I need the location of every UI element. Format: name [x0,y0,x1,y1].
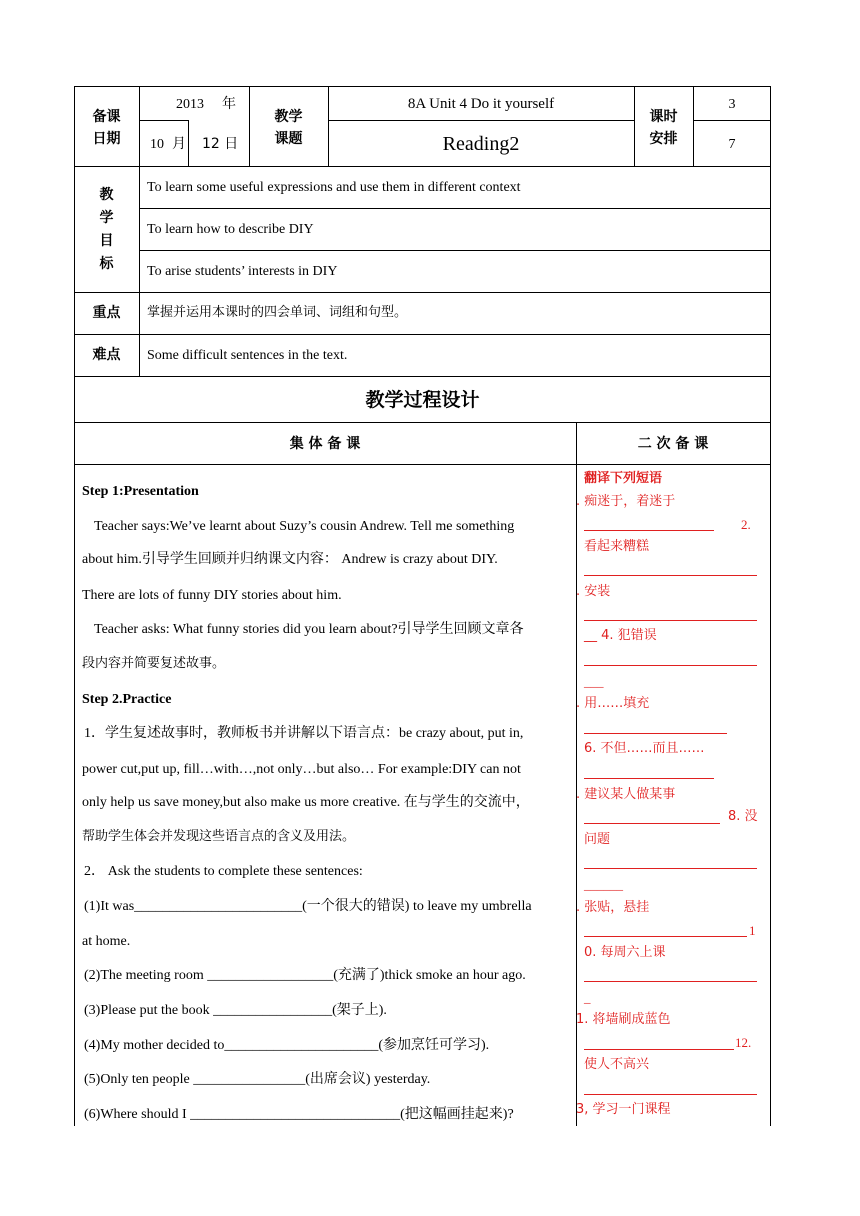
objectives-label-3: 目 [99,233,114,249]
side-line: 6. 不但……而且…… [584,741,705,756]
side-line: . 张贴，悬挂 [576,900,650,915]
difficulties-text: Some difficult sentences in the text. [147,348,348,363]
objective-item: To arise students’ interests in DIY [147,264,338,279]
objectives-label-2: 学 [99,210,114,226]
side-line: . 安装 [576,584,611,599]
month-unit: 月 [172,136,186,152]
year-value: 2013 [176,97,204,112]
answer-blank [584,665,757,666]
main-line: 段内容并简要复述故事。 [82,656,226,671]
side-line: . 建议某人做某事 [576,787,676,802]
side-line: . 痴迷于，着迷于 [576,494,676,509]
side-line: ______ [584,877,623,892]
topic-label-line1: 教学 [274,109,303,125]
answer-blank [584,981,757,982]
objectives-label-1: 教 [99,187,114,203]
rule [139,208,771,209]
rule [139,250,771,251]
column-left-header: 集 体 备 课 [289,436,361,452]
main-line: about him.引导学生回顾并归纳课文内容： Andrew is crazy about DIY. [82,552,498,567]
practice-line: (2)The meeting room __________________(充满了)thick smoke an hour ago. [84,968,526,983]
side-line: 1 [749,923,756,938]
side-line: _ [584,990,591,1005]
key-points-label: 重点 [92,305,121,321]
objective-item: To learn how to describe DIY [147,222,314,237]
period-total: 3 [728,97,736,112]
practice-line: at home. [82,934,131,949]
main-line: Teacher says:We’ve learnt about Suzy’s cousin Andrew. Tell me something [94,519,515,534]
table-border-top [74,86,771,87]
answer-blank [584,778,714,779]
rule [74,292,771,293]
answer-blank [584,868,757,869]
process-title: 教学过程设计 [365,389,480,411]
practice-line: (4)My mother decided to______________________(参加烹饪可学习). [84,1038,490,1053]
column-right-header: 二 次 备 课 [637,436,709,452]
answer-blank [584,1049,734,1050]
side-line: 3, 学习一门课程 [576,1102,671,1117]
lesson-title: Reading2 [442,133,520,155]
answer-blank [584,733,727,734]
date-label-line2: 日期 [92,131,121,147]
date-label-line1: 备课 [92,109,121,125]
day-value: 12 日 [202,136,239,152]
side-line: . 用……填充 [576,696,650,711]
year-unit: 年 [222,96,236,112]
side-line: 8. 没 [728,809,758,824]
rule [188,120,189,166]
side-line: 问题 [584,832,611,847]
side-line: 12. [735,1035,752,1050]
practice-line: (1)It was________________________(一个很大的错误) to leave my umbrella [84,899,532,914]
side-line: 2. [741,517,751,532]
rule [139,120,188,121]
practice-line: power cut,put up, fill…with…,not only…but also… For example:DIY can not [82,762,521,777]
practice-line: 帮助学生体会并发现这些语言点的含义及用法。 [82,829,356,844]
month-value: 10 [150,137,164,152]
objective-item: To learn some useful expressions and use them in different context [147,180,521,195]
side-line: 使人不高兴 [584,1057,650,1072]
practice-line: only help us save money,but also make us more creative. 在与学生的交流中， [82,795,530,810]
unit-title: 8A Unit 4 Do it yourself [407,96,555,112]
period-label-line1: 课时 [649,109,678,125]
side-line: __ 4. 犯错误 [584,628,657,643]
side-line: ___ [584,674,604,689]
period-number: 7 [728,137,736,152]
step2-title: Step 2.Practice [82,692,172,707]
rule [74,464,771,465]
rule [634,86,635,166]
rule [249,86,250,166]
rule [74,422,771,423]
rule [328,120,634,121]
step1-title: Step 1:Presentation [82,484,199,499]
period-label-line2: 安排 [649,131,678,147]
answer-blank [584,823,720,824]
answer-blank [584,575,757,576]
topic-label-line2: 课题 [274,131,303,147]
rule [74,166,771,167]
rule [74,334,771,335]
practice-line: (5)Only ten people ________________(出席会议) yesterday. [84,1072,431,1087]
answer-blank [584,936,747,937]
answer-blank [584,620,757,621]
practice-line: 2． Ask the students to complete these sentences: [84,864,363,879]
objectives-label-4: 标 [99,256,114,272]
practice-line: 1．学生复述故事时，教师板书并讲解以下语言点：be crazy about, put in, [84,726,524,741]
table-border-right [770,86,771,1126]
answer-blank [584,530,714,531]
side-line: 0. 每周六上课 [584,945,666,960]
difficulties-label: 难点 [92,347,121,363]
rule [139,86,140,376]
practice-line: (6)Where should I ______________________________(把这幅画挂起来)? [84,1107,514,1122]
main-line: Teacher asks: What funny stories did you learn about?引导学生回顾文章各 [94,622,524,637]
side-title: 翻译下列短语 [584,471,663,486]
key-points-text: 掌握并运用本课时的四会单词、词组和句型。 [147,305,408,320]
main-line: There are lots of funny DIY stories about him. [82,588,342,603]
answer-blank [584,1094,757,1095]
practice-line: (3)Please put the book _________________(架子上). [84,1003,387,1018]
side-line: 看起来糟糕 [584,539,650,554]
rule [693,120,771,121]
side-line: 1. 将墙刷成蓝色 [576,1012,671,1027]
rule [74,376,771,377]
